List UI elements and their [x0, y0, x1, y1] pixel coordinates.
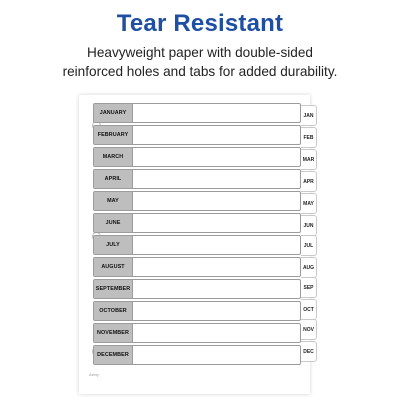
- row-label: JANUARY: [94, 104, 133, 122]
- row-label: MARCH: [94, 148, 133, 166]
- row-label: MAY: [94, 192, 133, 210]
- index-row: [93, 345, 301, 365]
- index-row: [93, 301, 301, 321]
- brand-logo: Avery: [89, 372, 100, 377]
- index-row: [93, 279, 301, 299]
- index-row: [93, 169, 301, 189]
- side-tab: JAN: [301, 105, 317, 126]
- page-title: Tear Resistant: [116, 10, 284, 37]
- index-row: [93, 257, 301, 277]
- side-tab: DEC: [301, 341, 317, 362]
- side-tab: FEB: [301, 127, 317, 148]
- row-label: APRIL: [94, 170, 133, 188]
- page-subtitle: [0, 43, 400, 81]
- side-tab: AUG: [301, 257, 317, 278]
- side-tab: APR: [301, 171, 317, 192]
- subtitle-line-2: reinforced holes and tabs for added durability.: [62, 64, 338, 79]
- index-row: [93, 103, 301, 123]
- side-tab: JUL: [301, 235, 317, 256]
- index-row: [93, 147, 301, 167]
- row-label: DECEMBER: [94, 346, 133, 364]
- row-label: SEPTEMBER: [94, 280, 133, 298]
- index-row: [93, 191, 301, 211]
- side-tab: NOV: [301, 319, 317, 340]
- row-label: AUGUST: [94, 258, 133, 276]
- row-label: OCTOBER: [94, 302, 133, 320]
- side-tab: OCT: [301, 299, 317, 320]
- side-tab: SEP: [301, 277, 317, 298]
- index-row: [93, 323, 301, 343]
- index-row: [93, 213, 301, 233]
- row-label: JULY: [94, 236, 133, 254]
- side-tab: MAY: [301, 193, 317, 214]
- tab-strip: [301, 97, 317, 363]
- row-label: JUNE: [94, 214, 133, 232]
- side-tab: JUN: [301, 215, 317, 236]
- side-tab: MAR: [301, 149, 317, 170]
- row-label: FEBRUARY: [94, 126, 133, 144]
- row-label: NOVEMBER: [94, 324, 133, 342]
- subtitle-line-1: Heavyweight paper with double-sided: [87, 45, 313, 60]
- index-row: [93, 235, 301, 255]
- index-row: [93, 125, 301, 145]
